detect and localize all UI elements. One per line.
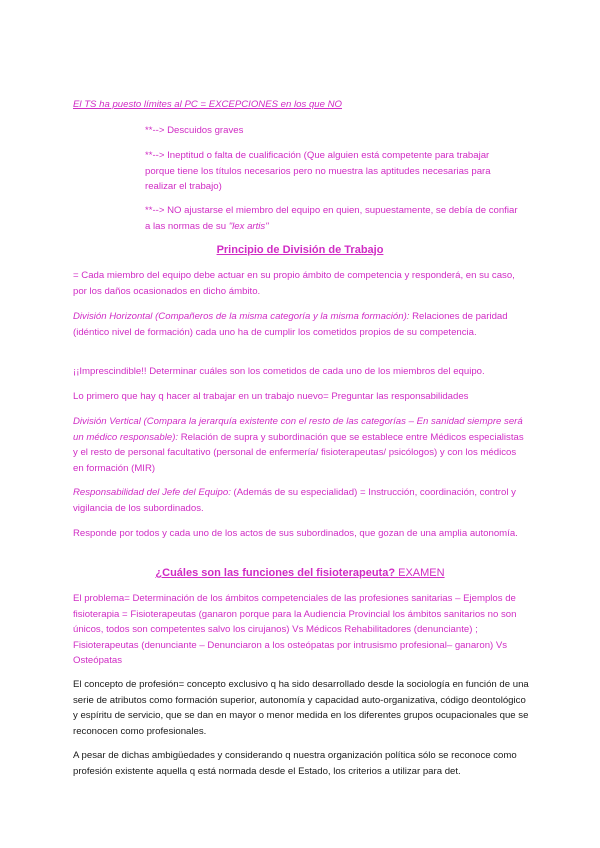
team-leader-paragraph bbox=[73, 485, 525, 516]
horizontal-division-label: División Horizontal (Compañeros de la misma categoría y la misma formación): bbox=[73, 311, 410, 322]
exception-text: **--> NO ajustarse el miembro del equipo en quien, supuestamente, se debía de confiar a las normas de su bbox=[145, 205, 518, 232]
section-heading-text: ¿Cuáles son las funciones del fisioterapeuta? bbox=[155, 567, 396, 579]
exception-item: **--> Ineptitud o falta de cualificación (Que alguien está competente para trabajar porque tiene los títulos necesarios pero no muestra las aptitudes necesarias para realizar el trabajo) bbox=[145, 150, 491, 192]
paragraph: = Cada miembro del equipo debe actuar en su propio ámbito de competencia y responderá, en su caso, por los daños ocasionados en dicho ámbito. bbox=[73, 270, 515, 297]
horizontal-division-text: Relaciones de paridad (idéntico nivel de formación) cada uno ha de cumplir los cometidos propios de su competencia. bbox=[73, 311, 508, 338]
horizontal-division-paragraph bbox=[73, 309, 525, 340]
team-leader-text: (Además de su especialidad) = Instrucción, coordinación, control y vigilancia de los subordinados. bbox=[73, 487, 516, 514]
section-heading bbox=[0, 566, 600, 582]
lex-artis-term: "lex artis" bbox=[228, 220, 269, 232]
vertical-division-text: Relación de supra y subordinación que se establece entre Médicos especialistas y el resto de personal facultativo (personal de enfermería/ fisioterapeutas/ psicólogos) y con los médicos en formación (MIR) bbox=[73, 431, 524, 474]
exception-item: **--> Descuidos graves bbox=[145, 125, 244, 136]
paragraph: Responde por todos y cada uno de los actos de sus subordinados, que gozan de una amplia autonomía. bbox=[73, 528, 518, 539]
intro-line: El TS ha puesto límites al PC = EXCEPCIONES en los que NO bbox=[73, 99, 343, 110]
paragraph: Lo primero que hay q hacer al trabajar en un trabajo nuevo= Preguntar las responsabilidades bbox=[73, 391, 469, 402]
paragraph: A pesar de dichas ambigüedades y considerando q nuestra organización política sólo se reconoce como profesión existente aquella q está normada desde el Estado, los criterios a utilizar para det. bbox=[73, 750, 517, 777]
exception-item bbox=[145, 203, 520, 234]
vertical-division-paragraph bbox=[73, 414, 525, 476]
section-heading: Principio de División de Trabajo bbox=[216, 244, 384, 256]
vertical-division-label: División Vertical (Compara la jerarquía existente con el resto de las categorías – En sanidad siempre será un médico responsable): bbox=[73, 416, 523, 443]
paragraph: El concepto de profesión= concepto exclusivo q ha sido desarrollado desde la sociología en función de una serie de atributos como formación superior, autonomía y capacidad auto-organizativa, código deontológico y espíritu de servicio, que se dan en mayor o menor medida en los diferentes grupos ocupacionales que se reconocen como profesionales. bbox=[73, 679, 529, 737]
paragraph: El problema= Determinación de los ámbitos competenciales de las profesiones sanitarias – Ejemplos de fisioterapia = Fisioterapeutas (ganaron porque para la Audiencia Provincial los ámbitos sanitarios no son únicos, todos son competentes salvo los cirujanos) Vs Médicos Rehabilitadores (denunciante) ; Fisioterapeutas (denunciante – Denunciaron a los osteópatas por intrusismo profesional– ganaron) Vs Osteópatas bbox=[73, 593, 517, 666]
paragraph: ¡¡Imprescindible!! Determinar cuáles son los cometidos de cada uno de los miembros del equipo. bbox=[73, 366, 485, 377]
exam-tag: EXAMEN bbox=[398, 567, 445, 579]
team-leader-label: Responsabilidad del Jefe del Equipo: bbox=[73, 487, 231, 498]
